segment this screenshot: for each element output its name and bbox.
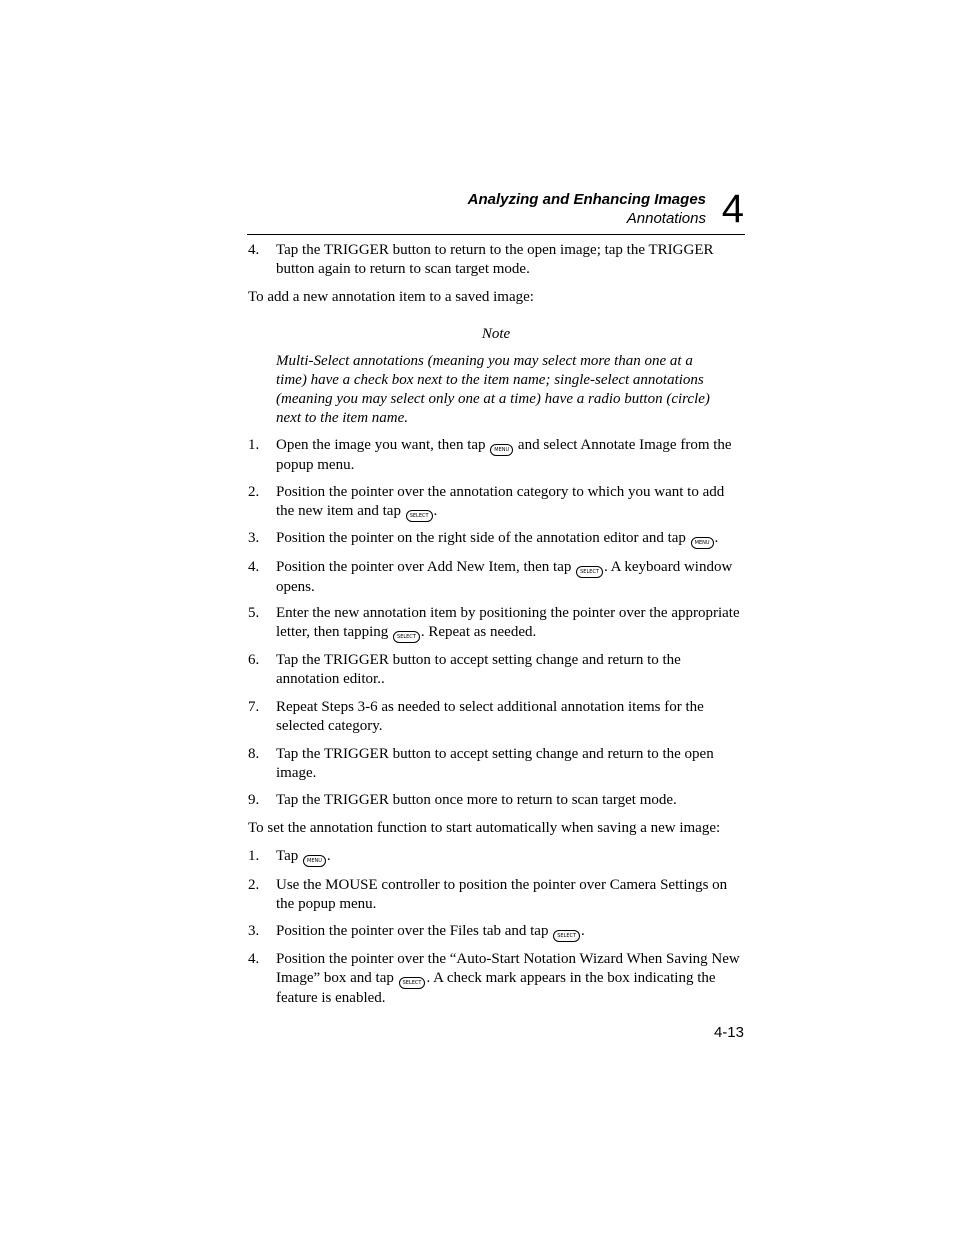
step-text-part: .: [433, 503, 438, 519]
step-number: 4.: [248, 242, 260, 258]
step-text: [276, 483, 746, 522]
step-number: 9.: [248, 792, 260, 808]
step-number: 3.: [248, 923, 260, 939]
select-button-icon: SELECT: [406, 510, 433, 522]
step-number: 7.: [248, 699, 260, 715]
step-text: Use the MOUSE controller to position the pointer over Camera Settings on the popup menu.: [276, 877, 728, 912]
step-text-part: Enter the new annotation item by positioning the pointer over the appropriate letter, then tapping: [276, 605, 740, 640]
select-button-icon: SELECT: [553, 930, 580, 942]
step-text-part: .: [714, 530, 719, 546]
chapter-number: 4: [721, 187, 744, 231]
step-text: [276, 950, 746, 1008]
step-text-part: . A keyboard window opens.: [276, 559, 733, 595]
menu-button-icon: MENU: [303, 855, 326, 867]
chapter-header: [247, 188, 745, 235]
step-number: 3.: [248, 530, 260, 546]
intro-auto-paragraph: To set the annotation function to start automatically when saving a new image:: [248, 820, 721, 836]
page-number: 4-13: [713, 1024, 744, 1041]
step-text: [276, 604, 746, 643]
step-number: 2.: [248, 877, 260, 893]
step-number: 5.: [248, 605, 260, 621]
chapter-title: Analyzing and Enhancing Images: [467, 191, 706, 208]
step-text: [276, 847, 746, 867]
menu-button-icon: MENU: [490, 444, 513, 456]
select-button-icon: SELECT: [399, 977, 426, 989]
step-text: [276, 558, 746, 597]
step-number: 8.: [248, 746, 260, 762]
step-text: Tap the TRIGGER button to accept setting change and return to the open image.: [276, 746, 714, 781]
note-label: Note: [481, 326, 511, 342]
step-number: 1.: [248, 848, 260, 864]
step-text: Tap the TRIGGER button to return to the open image; tap the TRIGGER button again to return to scan target mode.: [276, 242, 714, 277]
step-number: 1.: [248, 437, 260, 453]
step-text-part: .: [581, 923, 585, 939]
step-text: [276, 436, 746, 475]
step-text-part: Position the pointer on the right side of the annotation editor and tap: [276, 530, 686, 546]
step-number: 4.: [248, 951, 260, 967]
step-text-part: Position the pointer over the “Auto-Start Notation Wizard When Saving New Image” box and tap: [276, 951, 740, 986]
step-text-part: Open the image you want, then tap: [276, 437, 486, 453]
step-text-part: Position the pointer over the Files tab and tap: [276, 923, 549, 939]
step-text-part: . Repeat as needed.: [420, 624, 537, 640]
step-text-part: Tap: [276, 848, 299, 864]
step-text: Tap the TRIGGER button once more to return to scan target mode.: [276, 792, 677, 808]
select-button-icon: SELECT: [393, 631, 420, 643]
step-text: [276, 922, 746, 942]
step-text-part: Position the pointer over the annotation category to which you want to add the new item and tap: [276, 484, 725, 519]
select-button-icon: SELECT: [576, 566, 603, 578]
step-text-part: . A check mark appears in the box indicating the feature is enabled.: [276, 970, 716, 1006]
step-number: 6.: [248, 652, 260, 668]
step-text-part: Position the pointer over Add New Item, then tap: [276, 559, 572, 575]
menu-button-icon: MENU: [691, 537, 714, 549]
intro-add-paragraph: To add a new annotation item to a saved image:: [248, 289, 534, 305]
step-text: [276, 529, 746, 549]
section-title: Annotations: [626, 210, 706, 227]
step-number: 2.: [248, 484, 260, 500]
step-text-part: .: [326, 848, 331, 864]
step-number: 4.: [248, 559, 260, 575]
step-text-part: and select Annotate Image from the popup menu.: [276, 437, 732, 473]
step-text: Tap the TRIGGER button to accept setting change and return to the annotation editor..: [276, 652, 681, 687]
step-text: Repeat Steps 3-6 as needed to select additional annotation items for the selected category.: [276, 699, 704, 734]
note-text: Multi-Select annotations (meaning you may select more than one at a time) have a check box next to the item name; single-select annotations (meaning you may select only one at a time) have a radio button (circle) next to the item name.: [276, 353, 710, 426]
